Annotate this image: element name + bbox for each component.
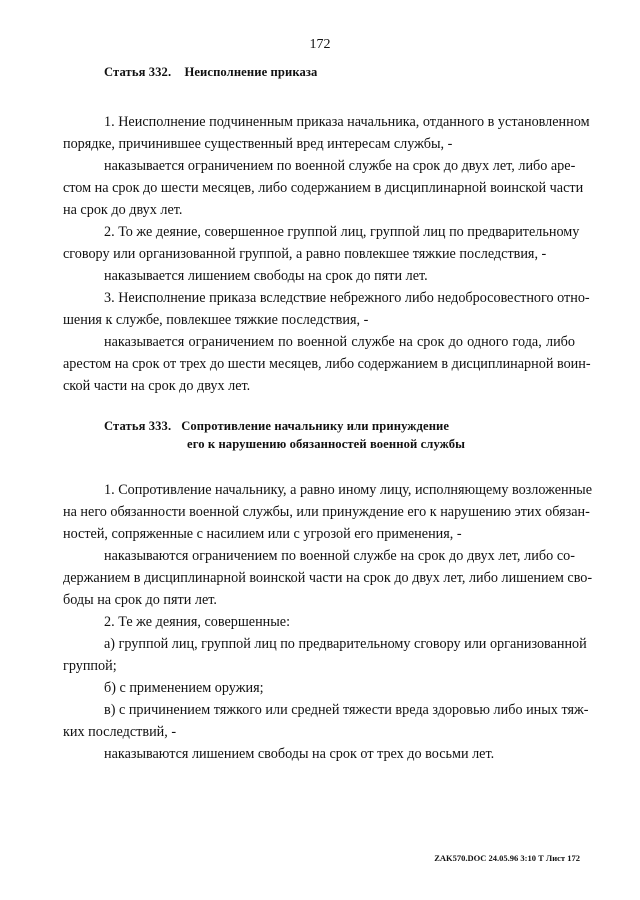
article-332-label: Статья 332. [104,65,172,79]
article-333-line-10: б) с применением оружия; [104,680,264,696]
article-333-line-5: держанием в дисциплинарной воинской части на срок до двух лет, либо лишением сво- [63,570,593,586]
article-333-line-6: боды на срок до пяти лет. [63,592,217,608]
article-332-line-8: наказывается лишением свободы на срок до пяти лет. [104,268,428,284]
article-332-line-2: порядке, причинившее существенный вред интересам службы, - [63,136,453,152]
article-332-line-10: шения к службе, повлекшее тяжкие последствия, - [63,312,369,328]
article-332-line-12: арестом на срок от трех до шести месяцев, либо содержанием в дисциплинарной воин- [63,356,591,372]
article-333-line-3: ностей, сопряженные с насилием или с угрозой его применения, - [63,526,462,542]
article-332-line-3: наказывается ограничением по военной службе на срок до двух лет, либо аре- [104,158,576,174]
article-333-title-1: Сопротивление начальнику или принуждение [181,419,450,433]
article-332-title: Неисполнение приказа [184,65,318,79]
article-333-heading [104,417,465,453]
page-number: 172 [309,37,331,52]
article-332-line-9: 3. Неисполнение приказа вследствие небрежного либо недобросовестного отно- [104,290,590,306]
article-332-line-5: на срок до двух лет. [63,202,183,218]
article-333-line-13: наказываются лишением свободы на срок от трех до восьми лет. [104,746,495,762]
article-333-line-4: наказываются ограничением по военной службе на срок до двух лет, либо со- [104,548,575,564]
article-333-line-11: в) с причинением тяжкого или средней тяжести вреда здоровью либо иных тяж- [104,702,589,718]
article-333-line-1: 1. Сопротивление начальнику, а равно иному лицу, исполняющему возложенные [104,482,593,498]
article-333-line-7: 2. Те же деяния, совершенные: [104,614,291,630]
article-333-line-2: на него обязанности военной службы, или принуждение его к нарушению этих обязан- [63,504,590,520]
article-333-line-9: группой; [63,658,117,674]
article-333-line-8: а) группой лиц, группой лиц по предварительному сговору или организованной [104,636,587,652]
article-333-title-2: его к нарушению обязанностей военной службы [187,437,466,451]
article-332-line-11: наказывается ограничением по военной службе на срок до одного года, либо [104,334,575,350]
article-332-heading [104,63,317,81]
article-333-line-12: ких последствий, - [63,724,177,740]
article-332-line-1: 1. Неисполнение подчиненным приказа начальника, отданного в установленном [104,114,590,130]
article-333-heading-line-1 [104,417,465,435]
article-332-line-4: стом на срок до шести месяцев, либо содержанием в дисциплинарной воинской части [63,180,584,196]
document-footer: ZAK570.DOC 24.05.96 3:10 Т Лист 172 [434,853,580,863]
article-332-line-13: ской части на срок до двух лет. [63,378,251,394]
article-332-line-7: сговору или организованной группой, а равно повлекшее тяжкие последствия, - [63,246,547,262]
article-333-label: Статья 333. [104,419,172,433]
article-332-line-6: 2. То же деяние, совершенное группой лиц, группой лиц по предварительному [104,224,580,240]
